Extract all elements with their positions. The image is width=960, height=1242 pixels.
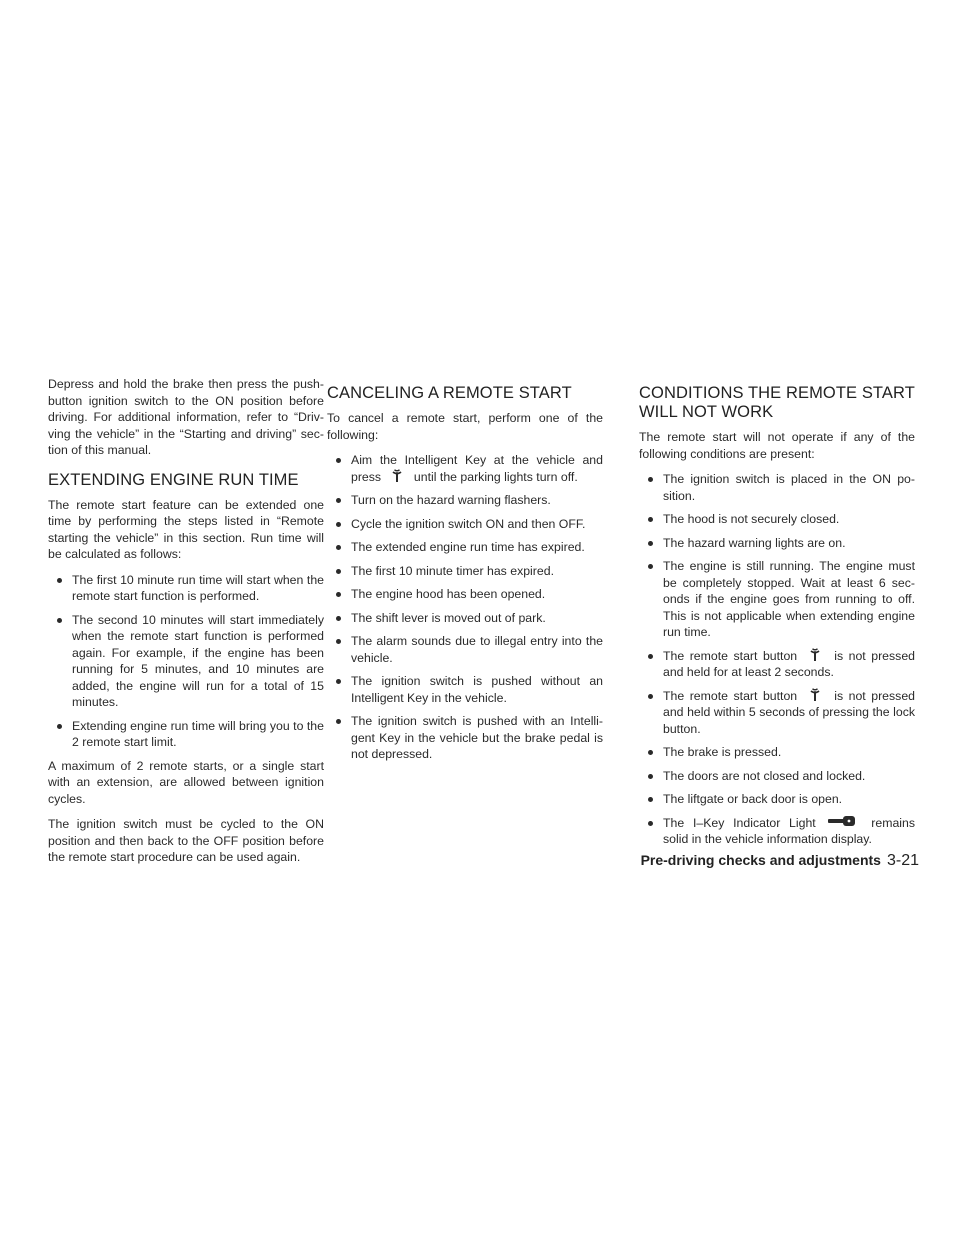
ignition-cycle-paragraph: The ignition switch must be cycled to the ON position and then back to the OFF position before the remote start procedure can be used again. (48, 817, 324, 864)
remote-start-icon (805, 648, 825, 662)
list-item: The engine hood has been opened. (351, 586, 603, 603)
page-footer (634, 852, 919, 870)
list-item: Aim the Intelligent Key at the vehicle and press until the parking lights turn off. (351, 453, 603, 484)
list-item: The ignition switch is pushed without an Intelligent Key in the vehicle. (351, 674, 603, 705)
list-item: The shift lever is moved out of park. (351, 610, 603, 627)
page-number: 3-21 (886, 852, 919, 869)
list-item: The extended engine run time has expired. (351, 539, 603, 556)
heading-conditions-not-work: CONDITIONS THE REMOTE START WILL NOT WORK (639, 384, 915, 421)
ikey-indicator-icon (827, 815, 857, 827)
column-middle (327, 376, 603, 770)
list-item: The first 10 minute run time will start when the remote start function is performed. (72, 572, 324, 603)
intro-paragraph: Depress and hold the brake then press the push-button ignition switch to the ON position before driving. For additional information, refer to “Drivving the vehicle” in the “Starting and driving” section of this manual. (48, 377, 324, 457)
list-item: The doors are not closed and locked. (663, 768, 915, 785)
list-item: The engine is still running. The engine must be completely stopped. Wait at least 6 seconds if the engine goes from running to off. This is not applicable when extending engine run time. (663, 559, 915, 639)
list-item: The remote start button is not pressed and held for at least 2 seconds. (663, 648, 915, 679)
remote-start-icon (805, 688, 825, 702)
list-item: The alarm sounds due to illegal entry into the vehicle. (351, 634, 603, 665)
extending-list (48, 572, 324, 751)
list-item: The second 10 minutes will start immediately when the remote start function is performed again. For example, if the engine has been running for 5 minutes, and 10 minutes are added, the engine will run for a total of 15 minutes. (72, 612, 324, 709)
canceling-lead: To cancel a remote start, perform one of the following: (327, 411, 603, 442)
column-left (48, 376, 324, 875)
list-item: The brake is pressed. (663, 744, 915, 761)
list-item: The liftgate or back door is open. (663, 791, 915, 808)
list-item: The I–Key Indicator Light remains solid in the vehicle information display. (663, 815, 916, 846)
max-starts-paragraph: A maximum of 2 remote starts, or a single start with an extension, are allowed between ignition cycles. (48, 758, 324, 806)
column-right (639, 376, 915, 855)
list-item: The first 10 minute timer has expired. (351, 563, 603, 580)
remote-start-icon (387, 469, 407, 483)
canceling-list (327, 452, 603, 763)
section-title: Pre-driving checks and adjustments (640, 852, 881, 868)
list-item: Extending engine run time will bring you to the 2 remote start limit. (72, 718, 324, 749)
conditions-lead: The remote start will not operate if any of the following conditions are present: (639, 430, 915, 461)
list-item: The ignition switch is pushed with an Intelligent Key in the vehicle but the brake pedal is not depressed. (351, 714, 603, 761)
list-item: The hazard warning lights are on. (663, 535, 915, 552)
extending-lead: The remote start feature can be extended one time by performing the steps listed in “Remote starting the vehicle” in this section. Run time will be calculated as follows: (48, 497, 324, 561)
heading-extending-run-time: EXTENDING ENGINE RUN TIME (48, 470, 299, 489)
list-item: The hood is not securely closed. (663, 511, 915, 528)
list-item: The remote start button is not pressed and held within 5 seconds of pressing the lock button. (663, 688, 915, 736)
heading-canceling-remote-start: CANCELING A REMOTE START (327, 384, 572, 402)
list-item: Turn on the hazard warning flashers. (351, 492, 603, 509)
list-item: The ignition switch is placed in the ON position. (663, 472, 915, 503)
list-item: Cycle the ignition switch ON and then OFF. (351, 516, 603, 533)
conditions-list (639, 471, 915, 848)
